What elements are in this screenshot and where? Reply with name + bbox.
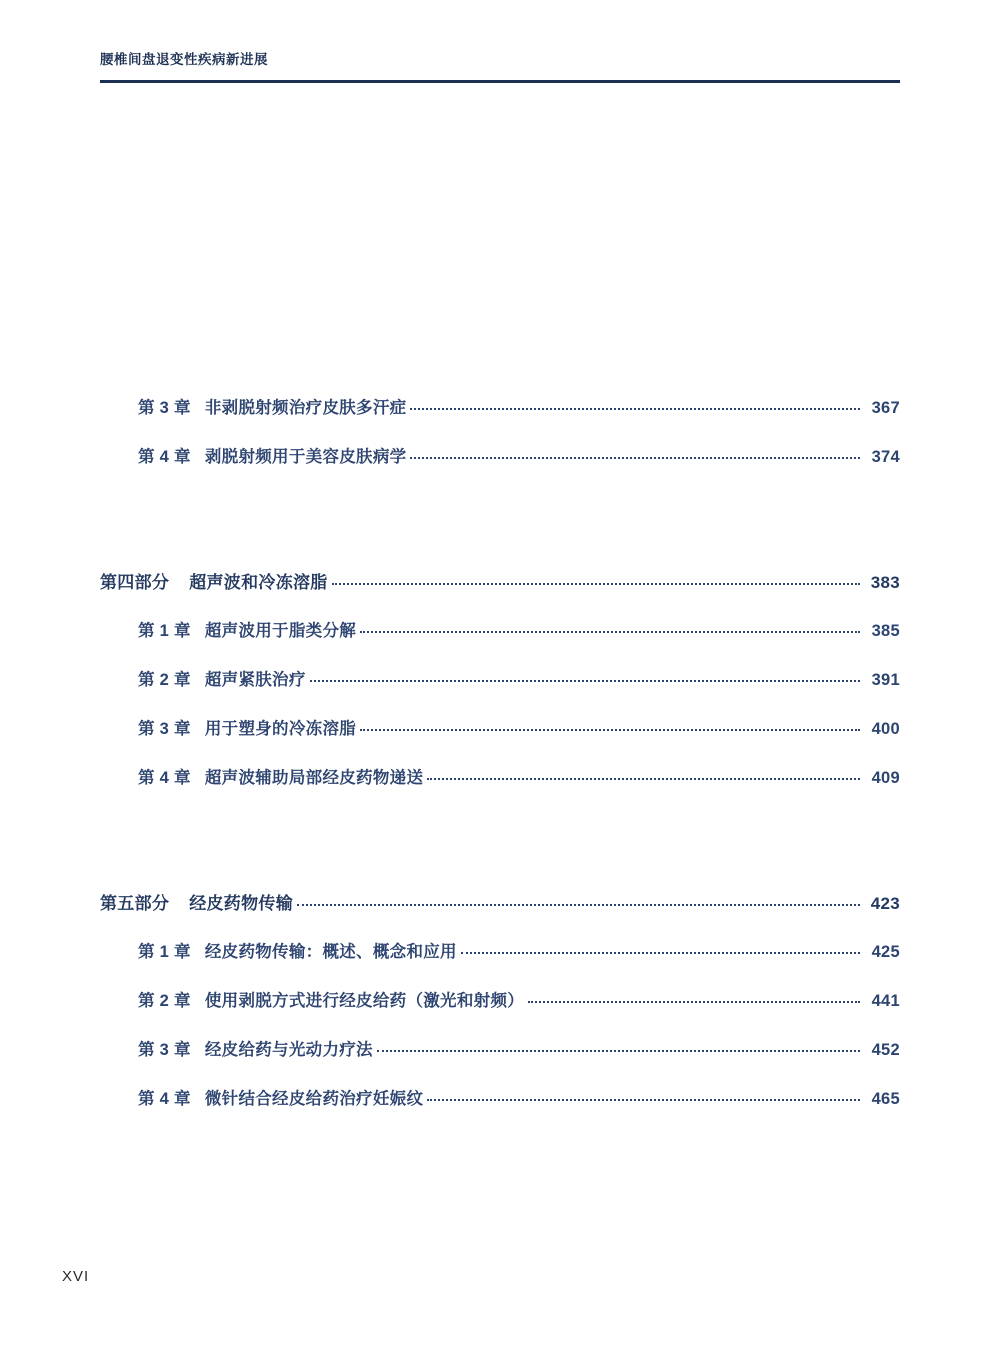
toc-entry[interactable]: [100, 672, 900, 721]
chapter-label: 第 3 章: [138, 1041, 191, 1059]
header-divider: [100, 80, 900, 83]
chapter-title: 经皮药物传输：概述、概念和应用: [204, 943, 457, 961]
part-label: 第四部分: [100, 573, 170, 592]
dot-leader: [310, 680, 860, 682]
toc-entry[interactable]: [100, 944, 900, 993]
toc-entry[interactable]: [100, 400, 900, 449]
chapter-title: 经皮给药与光动力疗法: [204, 1041, 373, 1059]
toc-entry[interactable]: [100, 1091, 900, 1140]
toc-part-entry[interactable]: [100, 574, 900, 623]
folio-page-number: XVI: [62, 1268, 90, 1285]
page-number: 423: [870, 894, 900, 913]
chapter-title: 非剥脱射频治疗皮肤多汗症: [204, 399, 407, 417]
dot-leader: [360, 729, 860, 731]
toc-entry[interactable]: [100, 1042, 900, 1091]
part-title: 超声波和冷冻溶脂: [189, 573, 328, 592]
dot-leader: [410, 408, 860, 410]
chapter-title: 超声波用于脂类分解: [204, 622, 357, 640]
page-number: 452: [871, 1041, 900, 1059]
running-header: [100, 52, 900, 68]
dot-leader: [360, 631, 860, 633]
page-number: 465: [871, 1090, 900, 1108]
toc-entry[interactable]: [100, 449, 900, 498]
dot-leader: [332, 583, 860, 585]
chapter-label: 第 4 章: [138, 448, 191, 466]
toc-part-entry[interactable]: [100, 895, 900, 944]
page-number: 425: [871, 943, 900, 961]
chapter-title: 使用剥脱方式进行经皮给药（激光和射频）: [204, 992, 525, 1010]
chapter-label: 第 1 章: [138, 622, 191, 640]
dot-leader: [528, 1001, 860, 1003]
page-number: 385: [871, 622, 900, 640]
part-label: 第五部分: [100, 894, 170, 913]
chapter-title: 用于塑身的冷冻溶脂: [204, 720, 357, 738]
dot-leader: [377, 1050, 860, 1052]
chapter-label: 第 2 章: [138, 671, 191, 689]
page-number: 409: [871, 769, 900, 787]
book-title: 腰椎间盘退变性疾病新进展: [100, 52, 268, 67]
dot-leader: [297, 904, 860, 906]
chapter-label: 第 1 章: [138, 943, 191, 961]
chapter-title: 剥脱射频用于美容皮肤病学: [204, 448, 407, 466]
chapter-label: 第 4 章: [138, 769, 191, 787]
toc-entry[interactable]: [100, 721, 900, 770]
dot-leader: [427, 1099, 860, 1101]
chapter-title: 超声波辅助局部经皮药物递送: [204, 769, 424, 787]
toc-entry[interactable]: [100, 623, 900, 672]
chapter-label: 第 2 章: [138, 992, 191, 1010]
chapter-label: 第 3 章: [138, 720, 191, 738]
toc-entry[interactable]: [100, 770, 900, 819]
dot-leader: [461, 952, 860, 954]
chapter-label: 第 3 章: [138, 399, 191, 417]
section-spacer: [100, 819, 900, 895]
chapter-title: 微针结合经皮给药治疗妊娠纹: [204, 1090, 424, 1108]
page-number: 374: [871, 448, 900, 466]
toc-entry[interactable]: [100, 993, 900, 1042]
chapter-title: 超声紧肤治疗: [204, 671, 306, 689]
page-number: 391: [871, 671, 900, 689]
table-of-contents: [100, 400, 900, 1140]
dot-leader: [427, 778, 860, 780]
page-number: 383: [870, 573, 900, 592]
page-number: 367: [871, 399, 900, 417]
part-title: 经皮药物传输: [189, 894, 294, 913]
chapter-label: 第 4 章: [138, 1090, 191, 1108]
page-number: 441: [871, 992, 900, 1010]
page-number: 400: [871, 720, 900, 738]
dot-leader: [410, 457, 860, 459]
section-spacer: [100, 498, 900, 574]
